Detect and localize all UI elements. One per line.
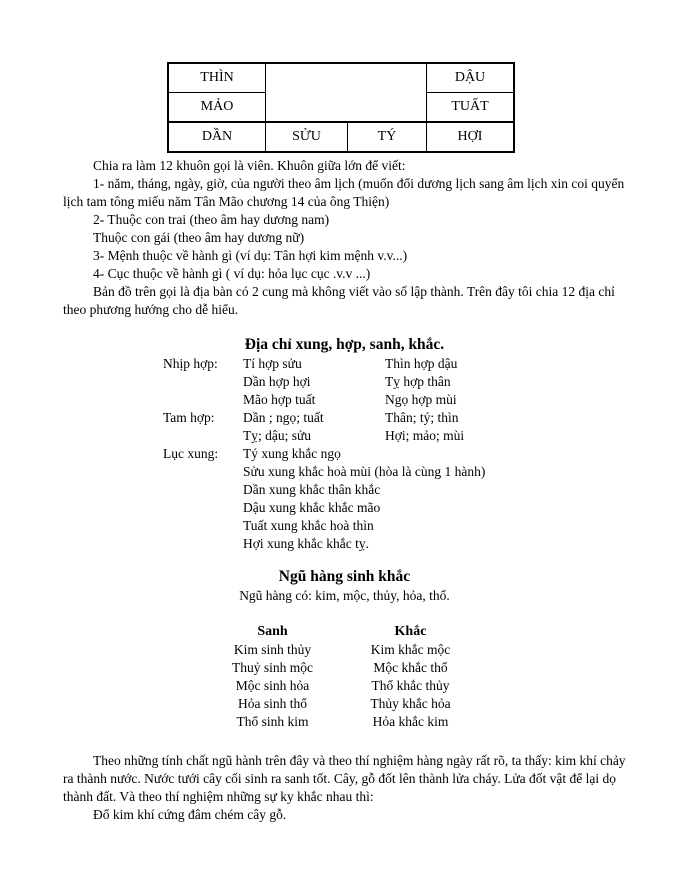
tam-hop-left: Dần ; ngọ; tuất	[243, 410, 324, 425]
nhip-hop-left: Dần hợp hợi	[243, 374, 311, 389]
luc-xung-row	[163, 535, 689, 553]
luc-xung-row	[163, 445, 689, 463]
luc-xung-line: Tuất xung khắc hoà thìn	[243, 518, 374, 533]
luc-xung-row	[163, 481, 689, 499]
section1-heading: Địa chỉ xung, hợp, sanh, khắc.	[244, 336, 445, 353]
table-row	[168, 63, 514, 93]
khac-item: Hỏa khắc kim	[372, 714, 449, 729]
luc-xung-line: Dần xung khắc thân khắc	[243, 482, 381, 497]
closing-line: Đổ kim khí cứng đâm chém cây gỗ.	[93, 807, 287, 822]
nhip-hop-row	[163, 373, 689, 391]
intro-item-2: 2- Thuộc con trai (theo âm hay dương nam)	[93, 212, 330, 227]
intro-closing: Bản đồ trên gọi là địa bàn có 2 cung mà không viết vào số lập thành. Trên đây tôi chia 12 địa chỉ theo phương hướng cho dễ hiểu.	[63, 284, 615, 317]
sanh-item: Thổ sinh kim	[236, 714, 309, 729]
cell-hoi: HỢI	[427, 122, 515, 152]
sanh-item: Kim sinh thủy	[233, 642, 312, 657]
khac-item: Mộc khắc thổ	[373, 660, 448, 675]
cell-center-blank	[266, 63, 427, 122]
cell-suu: SỬU	[266, 122, 348, 152]
sanh-item: Thuỷ sinh mộc	[232, 660, 313, 675]
khac-column	[348, 623, 473, 731]
intro-item-2b: Thuộc con gái (theo âm hay dương nữ)	[93, 230, 305, 245]
khac-item: Thổ khắc thủy	[371, 678, 450, 693]
tam-hop-right: Hợi; mảo; mùi	[385, 428, 465, 443]
luc-xung-label: Lục xung:	[163, 446, 219, 461]
hop-xung-list	[163, 355, 689, 553]
cell-tuat: TUẤT	[427, 93, 515, 123]
intro-paragraphs	[63, 157, 629, 319]
sanh-item: Mộc sinh hỏa	[235, 678, 310, 693]
closing-paragraphs	[63, 752, 629, 824]
khac-item: Thủy khắc hỏa	[370, 696, 451, 711]
tam-hop-row	[163, 427, 689, 445]
tam-hop-row	[163, 409, 689, 427]
cell-ty: TÝ	[348, 122, 427, 152]
sanh-column	[210, 623, 335, 731]
luc-xung-line: Dậu xung khắc khắc mão	[243, 500, 381, 515]
luc-xung-line: Hợi xung khắc khắc tỵ.	[243, 536, 369, 551]
luc-xung-line: Tý xung khắc ngọ	[243, 446, 341, 461]
nhip-hop-right: Thìn hợp dậu	[385, 356, 458, 371]
luc-xung-row	[163, 499, 689, 517]
intro-item-3: 3- Mệnh thuộc về hành gì (ví dụ: Tân hợi kim mệnh v.v...)	[93, 248, 408, 263]
intro-line: Chia ra làm 12 khuôn gọi là viên. Khuôn giữa lớn để viết:	[93, 158, 406, 173]
nhip-hop-right: Tỵ hợp thân	[385, 374, 451, 389]
tam-hop-label: Tam hợp:	[163, 410, 215, 425]
tam-hop-right: Thân; tý; thìn	[385, 410, 459, 425]
nhip-hop-right: Ngọ hợp mùi	[385, 392, 457, 407]
cell-thin: THÌN	[168, 63, 266, 93]
sanh-khac-columns	[210, 623, 689, 731]
table-row	[168, 122, 514, 152]
nhip-hop-left: Mão hợp tuất	[243, 392, 316, 407]
closing-paragraph: Theo những tính chất ngũ hành trên đây và theo thí nghiệm hàng ngày rất rõ, ta thấy: kim khí chảy ra thành nước. Nước tưới cây cối sinh ra sanh tốt. Cây, gỗ đốt lên thành lửa cháy. Lửa đốt vật để lại dọ thành đất. Và theo thí nghiệm những sự ky khắc nhau thì:	[63, 753, 626, 804]
section2-heading: Ngũ hàng sinh khắc	[278, 568, 411, 585]
zodiac-compass-table	[167, 62, 515, 153]
luc-xung-row	[163, 463, 689, 481]
nhip-hop-row	[163, 355, 689, 373]
nhip-hop-label: Nhịp hợp:	[163, 356, 218, 371]
cell-dau: DẬU	[427, 63, 515, 93]
intro-item-4: 4- Cục thuộc về hành gì ( ví dụ: hỏa lục cục .v.v ...)	[93, 266, 371, 281]
intro-item-1: 1- năm, tháng, ngày, giờ, của người theo âm lịch (muốn đổi dương lịch sang âm lịch xin coi quyển lịch tam tông miếu năm Tân Mão chương 14 của ông Thiện)	[63, 176, 625, 209]
tam-hop-left: Tỵ; dậu; sửu	[243, 428, 312, 443]
luc-xung-line: Sửu xung khắc hoà mùi (hòa là cùng 1 hành)	[243, 464, 486, 479]
cell-dan: DẦN	[168, 122, 266, 152]
section2-subtitle: Ngũ hàng có: kim, mộc, thủy, hỏa, thổ.	[239, 588, 450, 603]
cell-mao: MẢO	[168, 93, 266, 123]
nhip-hop-row	[163, 391, 689, 409]
sanh-item: Hỏa sinh thổ	[238, 696, 307, 711]
nhip-hop-left: Tí hợp sửu	[243, 356, 302, 371]
khac-header: Khắc	[394, 624, 427, 639]
sanh-header: Sanh	[257, 624, 288, 639]
luc-xung-row	[163, 517, 689, 535]
khac-item: Kim khắc mộc	[370, 642, 451, 657]
